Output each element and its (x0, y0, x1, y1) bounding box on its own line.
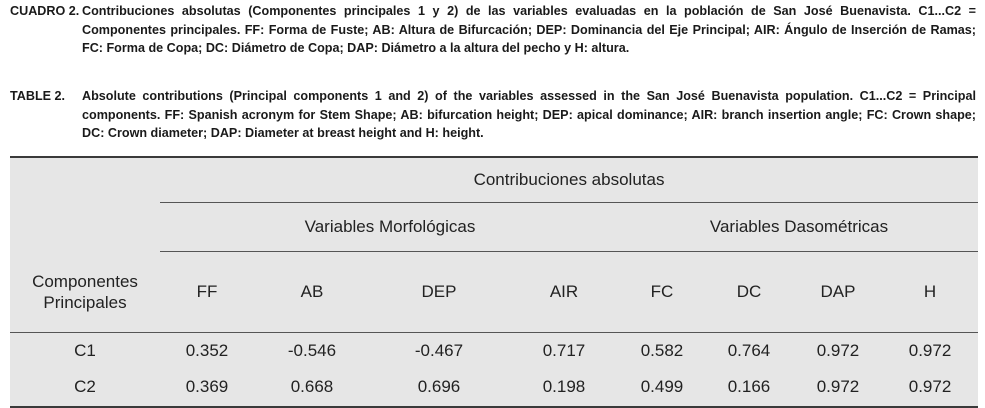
row-label-c1: C1 (74, 341, 96, 360)
table-cell: 0.972 (816, 341, 860, 360)
col-header-fc: FC (620, 252, 704, 333)
contributions-table (10, 156, 978, 408)
caption-spanish (10, 2, 976, 58)
table-cell: 0.972 (908, 341, 952, 360)
empty-corner (10, 158, 160, 203)
caption-spanish-label: CUADRO 2. (10, 4, 80, 18)
caption-english-text: Absolute contributions (Principal components 1 and 2) of the variables assessed in the San José Buenavista population. C1...C2 = Principal components. FF: Spanish acronym for Stem Shape; AB: bifurcation height; DEP: apical dominance; AIR: branch insertion angle; FC: Crown shape; DC: Crown diameter; DAP: Diameter at breast height and H: height. (82, 89, 976, 140)
table-cell: 0.696 (417, 377, 461, 396)
group-header-morfologicas: Variables Morfológicas (160, 203, 620, 252)
table-cell: 0.198 (542, 377, 586, 396)
table-cell: 0.499 (640, 377, 684, 396)
caption-english-label: TABLE 2. (10, 89, 66, 103)
table-cell: 0.717 (542, 341, 586, 360)
group-header-dasometricas: Variables Dasométricas (620, 203, 978, 252)
caption-english (10, 87, 976, 143)
table-cell: 0.582 (640, 341, 684, 360)
table-cell: 0.352 (185, 341, 229, 360)
col-header-air: AIR (508, 252, 620, 333)
col-header-h: H (882, 252, 978, 333)
table-row (10, 369, 978, 405)
table-row (10, 333, 978, 370)
table-cell: 0.369 (185, 377, 229, 396)
empty-corner-2 (10, 203, 160, 252)
table-cell: -0.467 (414, 341, 464, 360)
table-cell: -0.546 (287, 341, 337, 360)
stub-header-line2: Principales (43, 292, 127, 312)
super-header: Contribuciones absolutas (160, 158, 978, 203)
caption-spanish-text: Contribuciones absolutas (Componentes principales 1 y 2) de las variables evaluadas en la población de San José Buenavista. C1...C2 = Componentes principales. FF: Forma de Fuste; AB: Altura de Bifurcación; DEP: Dominancia del Eje Principal; AIR: Ángulo de Inserción de Ramas; FC: Forma de Copa; DC: Diámetro de Copa; DAP: Diámetro a la altura del pecho y H: altura. (82, 4, 976, 55)
stub-header (10, 252, 160, 333)
table-cell: 0.972 (816, 377, 860, 396)
col-header-dc: DC (704, 252, 794, 333)
col-header-ab: AB (254, 252, 370, 333)
col-header-ff: FF (160, 252, 254, 333)
table-cell: 0.166 (727, 377, 771, 396)
stub-header-line1: Componentes (32, 271, 138, 291)
col-header-dap: DAP (794, 252, 882, 333)
table-cell: 0.972 (908, 377, 952, 396)
row-label-c2: C2 (74, 377, 96, 396)
table-cell: 0.764 (727, 341, 771, 360)
col-header-dep: DEP (370, 252, 508, 333)
table-cell: 0.668 (290, 377, 334, 396)
